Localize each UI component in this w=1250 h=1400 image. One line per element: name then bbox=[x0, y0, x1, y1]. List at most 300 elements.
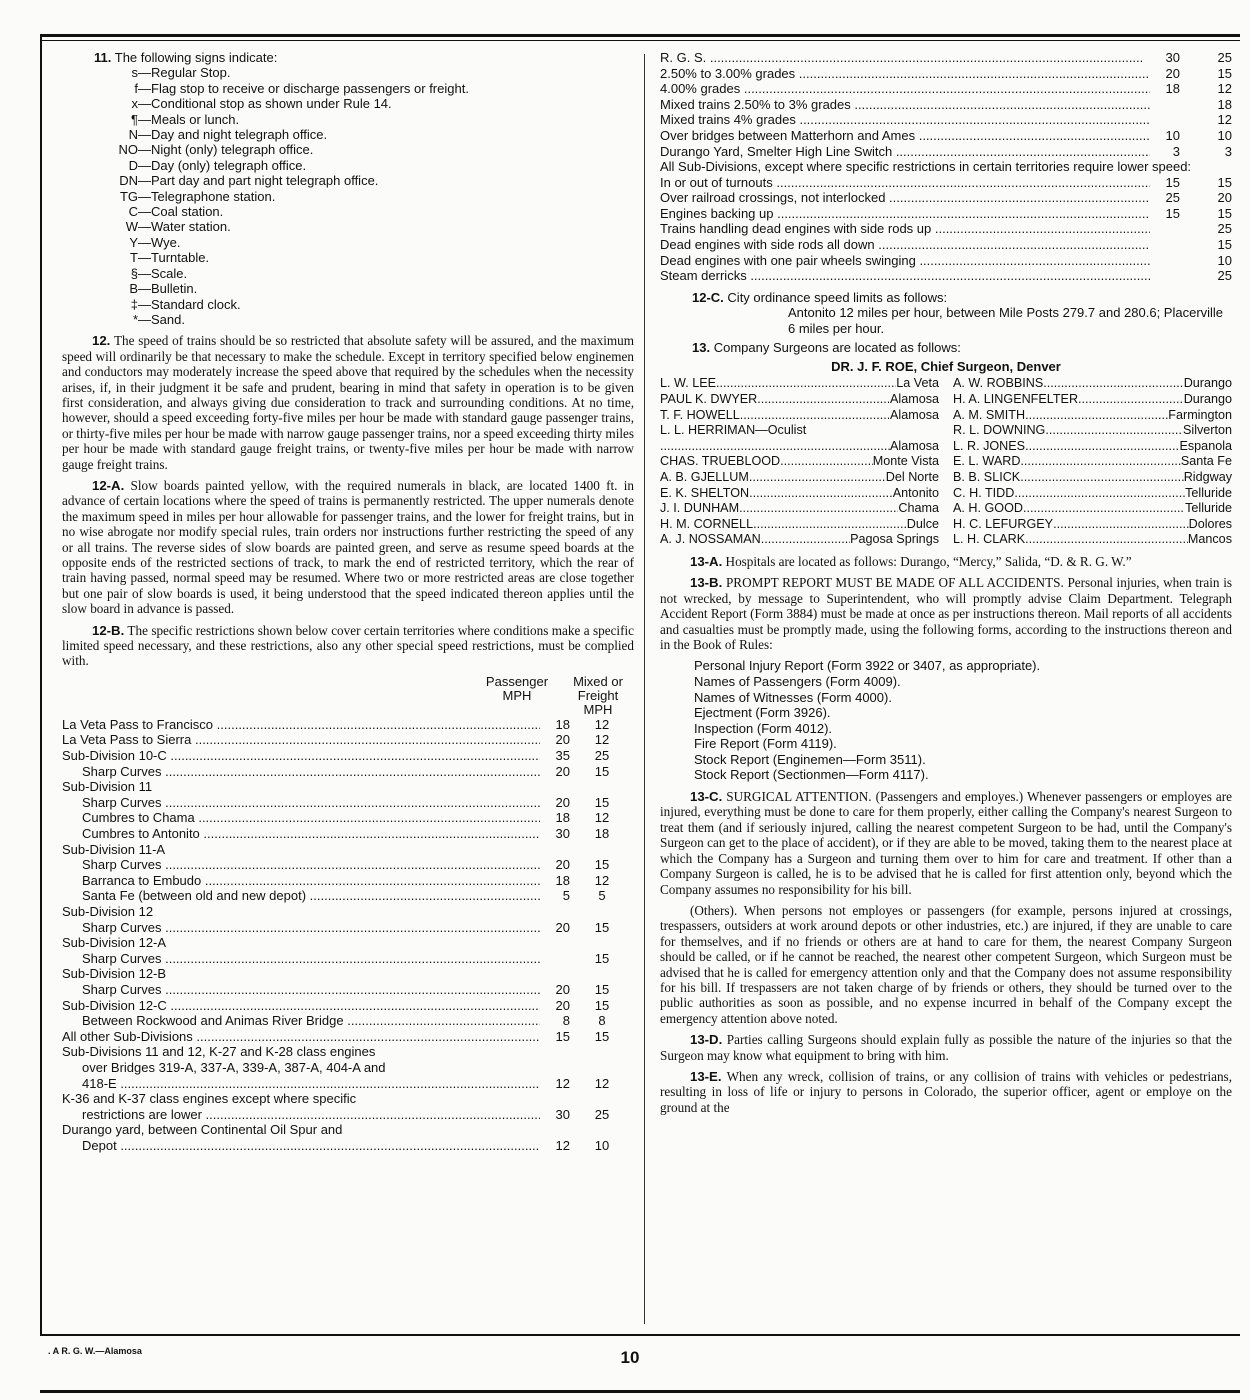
report-form-item: Stock Report (Enginemen—Form 3511). bbox=[694, 751, 926, 767]
surgeon-name: L. H. CLARK bbox=[953, 532, 1026, 547]
freight-mph: 5 bbox=[598, 888, 606, 904]
freight-mph: 15 bbox=[1217, 236, 1232, 252]
rule-13c bbox=[660, 789, 1232, 897]
freight-mph: 15 bbox=[1217, 65, 1232, 81]
leader-dots bbox=[740, 408, 890, 424]
surgeon-entry bbox=[660, 532, 939, 548]
sign-item bbox=[62, 189, 634, 204]
speed-row bbox=[660, 175, 1232, 191]
rule-text: The speed of trains should be so restricted that absolute safety will be assured, and the maximum speed will ordinarily be that necessary to make the schedule. Except in territory specified below enginemen and conductors may moderately increase the speed above that required by the schedules when the necessity arises, if, in their judgment it be safe and prudent, bearing in mind that safety in operation is to be given first consideration, and always giving due consideration to track and surrounding conditions. At no time, however, should a speed exceeding forty-five miles per hour be made with standard gauge passenger trains, or thirty-five miles per hour be made with narrow gauge passenger trains, nor a speed exceeding thirty miles per hour be made with standard gauge freight trains, or twenty-five miles per hour be made with narrow gauge freight trains. bbox=[62, 333, 635, 472]
surgeon-entry bbox=[660, 376, 939, 392]
leader-dots bbox=[749, 486, 893, 502]
sign-item bbox=[62, 65, 634, 80]
speed-row bbox=[62, 966, 634, 982]
surgeon-location: La Veta bbox=[896, 376, 939, 391]
sign-code: ¶ bbox=[131, 111, 138, 127]
rule-text: (Others). When persons not employes or passengers (for example, persons injured at crossings, trespassers, outsiders at work around depots or other industries, etc.) are injured, if they are unable to care for themselves, and if no friends or others are at hand to care for them, the nearest Company Surgeon should be called, or if he cannot be reached, the nearest other competent Surgeon, which Surgeon must be advised that he is called for emergency attention only and that the Company does not assume responsibility for his bill. If trespassers are not taken charge of by friends or others, they should be turned over to the public authorities as soon as possible, and no expense incurred in behalf of the Company except the emergency attention above noted. bbox=[660, 902, 1232, 1026]
speed-location-text: Depot bbox=[82, 1137, 117, 1153]
speed-location-text: 4.00% grades bbox=[660, 81, 741, 97]
sign-description: —Standard clock. bbox=[138, 296, 241, 312]
freight-mph: 12 bbox=[594, 716, 610, 732]
surgeon-name: T. F. HOWELL bbox=[660, 407, 740, 422]
surgeon-location: Farmington bbox=[1168, 407, 1232, 422]
passenger-mph: 15 bbox=[555, 1028, 570, 1044]
speed-row bbox=[62, 732, 634, 748]
rule-13b bbox=[660, 575, 1232, 652]
freight-mph: 25 bbox=[1217, 50, 1232, 65]
surgeon-location: Alamosa bbox=[890, 391, 939, 406]
freight-mph: 15 bbox=[594, 794, 610, 810]
speed-location bbox=[62, 717, 540, 733]
speed-location bbox=[62, 1107, 540, 1123]
rule-text: City ordinance speed limits as follows: bbox=[727, 289, 948, 305]
rule-text: Parties calling Surgeons should explain fully as possible the nature of the injuries so that the Surgeon may know what equipment to bring with him. bbox=[660, 1032, 1232, 1063]
surgeon-location: Dolores bbox=[1188, 516, 1232, 531]
surgeon-location: Durango bbox=[1183, 376, 1232, 391]
surgeon-name: H. M. CORNELL bbox=[660, 516, 754, 531]
surgeon-name: A. H. GOOD bbox=[953, 501, 1023, 516]
passenger-mph: 30 bbox=[1165, 50, 1180, 65]
surgeon-entry bbox=[953, 392, 1232, 408]
surgeon-location: Antonito bbox=[892, 485, 939, 500]
sign-item bbox=[62, 219, 634, 234]
speed-location-text: over Bridges 319-A, 337-A, 339-A, 387-A, 404-A and bbox=[82, 1059, 386, 1075]
freight-mph: 10 bbox=[594, 1137, 610, 1153]
rule-13 bbox=[660, 340, 1232, 355]
surgeon-entry bbox=[953, 423, 1232, 439]
sign-description: —Scale. bbox=[138, 265, 188, 281]
speed-table bbox=[62, 717, 634, 1154]
surgeon-location: Telluride bbox=[1185, 501, 1232, 516]
surgeon-name: L. R. JONES bbox=[953, 438, 1026, 453]
speed-location bbox=[62, 1076, 540, 1092]
speed-location bbox=[62, 1044, 540, 1060]
surgeon-name: CHAS. TRUEBLOOD bbox=[660, 454, 781, 469]
surgeon-name: A. J. NOSSAMAN bbox=[660, 532, 761, 547]
freight-mph: 15 bbox=[594, 919, 610, 935]
freight-mph: 12 bbox=[1217, 81, 1232, 97]
speed-location-text: Sub-Division 11-A bbox=[62, 841, 166, 857]
right-column bbox=[660, 50, 1232, 1121]
speed-location bbox=[62, 951, 540, 967]
surgeon-location: Monte Vista bbox=[872, 454, 939, 469]
speed-location bbox=[660, 128, 1150, 144]
surgeon-location: Del Norte bbox=[885, 469, 939, 484]
speed-location-text: Mixed trains 4% grades bbox=[660, 112, 796, 128]
speed-location-text: 418-E bbox=[82, 1075, 117, 1091]
rule-number: 11. bbox=[94, 50, 112, 65]
surgeon-name: L. W. LEE bbox=[660, 376, 716, 391]
speed-row bbox=[62, 810, 634, 826]
top-rule bbox=[40, 34, 1240, 37]
speed-location bbox=[660, 112, 1150, 128]
sign-description: —Telegraphone station. bbox=[138, 188, 276, 204]
passenger-mph: 20 bbox=[555, 763, 570, 779]
freight-mph: 12 bbox=[594, 810, 610, 826]
passenger-mph: 18 bbox=[555, 810, 570, 826]
surgeon-entry bbox=[660, 486, 939, 502]
speed-location bbox=[62, 998, 540, 1014]
passenger-mph: 12 bbox=[555, 1137, 570, 1153]
sign-code: * bbox=[132, 311, 138, 327]
surgeons-list bbox=[660, 376, 1232, 548]
leader-dots bbox=[761, 532, 850, 548]
rule-text: Hospitals are located as follows: Durango, “Mercy,” Salida, “D. & R. G. W.” bbox=[725, 553, 1132, 569]
speed-location bbox=[62, 920, 540, 936]
surgeon-location: Dulce bbox=[906, 516, 939, 531]
sign-item bbox=[62, 127, 634, 142]
sign-code: x bbox=[131, 96, 138, 112]
rule-number: 12-A. bbox=[92, 477, 125, 493]
surgeon-name: C. H. TIDD bbox=[953, 485, 1015, 500]
speed-table-continued bbox=[660, 50, 1232, 159]
sign-item bbox=[62, 235, 634, 250]
speed-location bbox=[62, 842, 540, 858]
speed-location-text: Over railroad crossings, not interlocked bbox=[660, 190, 886, 206]
leader-dots bbox=[1043, 376, 1183, 392]
sign-description: —Bulletin. bbox=[138, 281, 198, 297]
speed-location-text: 2.50% to 3.00% grades bbox=[660, 65, 796, 81]
speed-row bbox=[62, 779, 634, 795]
speed-row bbox=[660, 268, 1232, 284]
rule-number: 13-A. bbox=[690, 553, 723, 569]
sign-code: N bbox=[128, 127, 138, 143]
surgeon-name: H. A. LINGENFELTER bbox=[953, 391, 1079, 406]
freight-mph: 18 bbox=[594, 826, 610, 841]
speed-row bbox=[62, 1044, 634, 1060]
sign-item bbox=[62, 281, 634, 296]
speed-location-text: Sub-Division 12 bbox=[62, 903, 154, 919]
speed-location-text: Sub-Division 10-C bbox=[62, 748, 167, 764]
surgeon-name: J. I. DUNHAM bbox=[660, 501, 740, 516]
speed-row bbox=[62, 842, 634, 858]
speed-location bbox=[660, 81, 1150, 97]
rule-13c-others bbox=[660, 903, 1232, 1026]
speed-location bbox=[62, 904, 540, 920]
surgeon-entry bbox=[660, 517, 939, 533]
report-form-item: Names of Passengers (Form 4009). bbox=[694, 673, 901, 689]
speed-row bbox=[660, 144, 1232, 160]
speed-location-text: Sharp Curves bbox=[82, 794, 162, 810]
speed-row bbox=[62, 888, 634, 904]
passenger-mph: 30 bbox=[555, 826, 570, 841]
surgeon-entry bbox=[660, 454, 939, 470]
speed-location bbox=[62, 1013, 540, 1029]
sign-code: C bbox=[128, 204, 138, 220]
leader-dots bbox=[660, 439, 890, 455]
leader-dots bbox=[716, 376, 896, 392]
rule-13e bbox=[660, 1069, 1232, 1115]
sign-code: § bbox=[130, 265, 138, 281]
speed-location-text: La Veta Pass to Francisco bbox=[62, 716, 214, 732]
speed-location-text: Between Rockwood and Animas River Bridge bbox=[82, 1013, 344, 1029]
freight-mph: 15 bbox=[1217, 174, 1232, 190]
speed-row bbox=[62, 748, 634, 764]
rule-text: Slow boards painted yellow, with the required numerals in black, are located 1400 ft. in advance of certain locations where the speed of trains is permanently restricted. The upper numerals denote the maximum speed in miles per hour allowable for passenger trains, and the lower for freight trains, but in no wise abrogate nor modify special rules, train orders nor instructions further restricting the speed of any or all trains. The reverse sides of slow boards are painted green, and serve as resume speed boards at the opposite ends of the restricted sections of track, to mark the end of restricted territory, which the rear of train having passed, normal speed may be resumed. Where two or more restricted areas are close together but one pair of slow boards is used, it being understood that the speed indicated thereon applies until the slow board in advance is passed. bbox=[62, 477, 634, 617]
speed-location bbox=[660, 97, 1150, 113]
freight-header: Mixed or Freight MPH bbox=[573, 673, 623, 717]
speed-row bbox=[62, 920, 634, 936]
speed-row bbox=[62, 1076, 634, 1092]
speed-location-text: Dead engines with one pair wheels swinging bbox=[660, 252, 916, 268]
sign-item bbox=[62, 266, 634, 281]
rule-12b bbox=[62, 623, 634, 669]
passenger-mph: 8 bbox=[562, 1013, 570, 1029]
speed-row bbox=[660, 66, 1232, 82]
speed-location-text: Sharp Curves bbox=[82, 763, 162, 779]
freight-mph: 15 bbox=[594, 950, 610, 966]
rule-number: 13-E. bbox=[690, 1068, 722, 1084]
sign-description: —Day and night telegraph office. bbox=[138, 127, 328, 143]
surgeon-location: Mancos bbox=[1187, 532, 1232, 547]
speed-location bbox=[62, 764, 540, 780]
sign-item bbox=[62, 112, 634, 127]
speed-location-text: Sub-Division 12-B bbox=[62, 966, 167, 982]
surgeon-entry bbox=[953, 501, 1232, 517]
passenger-mph: 5 bbox=[562, 888, 570, 904]
speed-location bbox=[62, 1122, 540, 1138]
speed-location bbox=[62, 966, 540, 982]
page-body bbox=[48, 50, 1238, 1330]
sign-description: —Part day and part night telegraph office. bbox=[138, 173, 379, 189]
leader-dots bbox=[1023, 501, 1185, 517]
sign-code: B bbox=[129, 281, 138, 297]
leader-dots bbox=[1078, 392, 1184, 408]
sign-description: —Turntable. bbox=[138, 250, 210, 266]
rule-text: The specific restrictions shown below cover certain territories where conditions make a specific limited speed necessary, and these restrictions, also any other special speed restrictions, must be complied with. bbox=[62, 622, 634, 669]
speed-row bbox=[660, 206, 1232, 222]
rule-13a bbox=[660, 554, 1232, 569]
speed-location bbox=[660, 253, 1150, 269]
speed-row bbox=[62, 764, 634, 780]
speed-location-text: restrictions are lower bbox=[82, 1106, 202, 1122]
passenger-mph: 20 bbox=[555, 732, 570, 748]
freight-mph: 3 bbox=[1224, 143, 1232, 159]
leader-dots bbox=[1053, 517, 1189, 533]
rule-text: Company Surgeons are located as follows: bbox=[713, 339, 961, 355]
freight-mph: 10 bbox=[1217, 127, 1232, 143]
surgeon-location: Santa Fe bbox=[1180, 454, 1232, 469]
leader-dots bbox=[780, 454, 873, 470]
speed-location-text: Sub-Division 12-A bbox=[62, 935, 167, 951]
speed-location bbox=[62, 1091, 540, 1107]
speed-location bbox=[62, 1060, 540, 1076]
sign-description: —Day (only) telegraph office. bbox=[138, 157, 307, 173]
top-rule-thin bbox=[40, 40, 1240, 41]
sign-item bbox=[62, 204, 634, 219]
rule-12c bbox=[660, 290, 1232, 336]
speed-location bbox=[62, 935, 540, 951]
rule-intro: The following signs indicate: bbox=[114, 50, 278, 65]
sign-code: NO bbox=[118, 142, 138, 158]
sign-code: DN bbox=[119, 173, 138, 189]
sign-item bbox=[62, 96, 634, 111]
speed-location bbox=[62, 1138, 540, 1154]
speed-location bbox=[660, 206, 1150, 222]
freight-mph: 15 bbox=[594, 857, 610, 873]
sign-description: —Coal station. bbox=[138, 204, 224, 220]
leader-dots bbox=[1025, 532, 1188, 548]
page-number: 10 bbox=[620, 1348, 640, 1367]
speed-location-text: All other Sub-Divisions bbox=[62, 1028, 193, 1044]
speed-location-text: In or out of turnouts bbox=[660, 174, 773, 190]
speed-row bbox=[660, 221, 1232, 237]
surgeon-entry bbox=[953, 376, 1232, 392]
surgeon-name: H. C. LEFURGEY bbox=[953, 516, 1054, 531]
leader-dots bbox=[1045, 423, 1183, 439]
speed-location bbox=[62, 873, 540, 889]
speed-location-text: Over bridges between Matterhorn and Ames bbox=[660, 127, 916, 143]
speed-row bbox=[62, 873, 634, 889]
page-bottom-rule bbox=[40, 1390, 1240, 1393]
surgeon-location: Ridgway bbox=[1183, 469, 1232, 484]
speed-row bbox=[62, 717, 634, 733]
sign-code: f bbox=[134, 80, 138, 96]
leader-dots bbox=[1014, 486, 1185, 502]
surgeon-entry bbox=[660, 439, 939, 455]
freight-mph: 20 bbox=[1217, 190, 1232, 206]
speed-location bbox=[62, 795, 540, 811]
speed-row bbox=[660, 50, 1232, 66]
speed-location bbox=[62, 732, 540, 748]
passenger-mph: 30 bbox=[555, 1106, 570, 1122]
sign-item bbox=[62, 81, 634, 96]
passenger-mph: 3 bbox=[1172, 143, 1180, 159]
freight-mph: 25 bbox=[1217, 221, 1232, 237]
leader-dots bbox=[1020, 470, 1184, 486]
speed-location-text: Cumbres to Chama bbox=[82, 810, 195, 826]
surgeon-entry bbox=[660, 408, 939, 424]
surgeon-entry bbox=[660, 392, 939, 408]
left-column bbox=[62, 50, 634, 1153]
sign-description: —Water station. bbox=[138, 219, 231, 235]
rule-12a bbox=[62, 478, 634, 617]
footer-mark: . A R. G. W.—Alamosa bbox=[48, 1346, 142, 1356]
surgeon-entry bbox=[660, 470, 939, 486]
speed-row bbox=[62, 795, 634, 811]
freight-mph: 8 bbox=[598, 1013, 606, 1029]
speed-row bbox=[62, 1138, 634, 1154]
speed-location bbox=[62, 748, 540, 764]
surgeon-entry bbox=[660, 501, 939, 517]
speed-location bbox=[62, 779, 540, 795]
speed-location bbox=[62, 982, 540, 998]
speed-location bbox=[62, 888, 540, 904]
rule-text: When any wreck, collision of trains, or any collision of trains with vehicles or pedestrians, resulting in loss of life or injury to persons in Colorado, the superior officer, agent or employe on the ground at the bbox=[660, 1068, 1232, 1115]
speed-row bbox=[62, 982, 634, 998]
speed-location bbox=[660, 237, 1150, 253]
surgeon-name: E. L. WARD bbox=[953, 454, 1021, 469]
passenger-mph: 18 bbox=[555, 872, 570, 888]
sign-code: D bbox=[128, 157, 138, 173]
freight-mph: 12 bbox=[594, 872, 610, 888]
passenger-mph: 25 bbox=[1165, 190, 1180, 206]
speed-row bbox=[660, 112, 1232, 128]
speed-location-text: Durango yard, between Continental Oil Spur and bbox=[62, 1122, 343, 1138]
freight-mph: 15 bbox=[594, 1028, 610, 1044]
speed-location-text: Sub-Divisions 11 and 12, K-27 and K-28 class engines bbox=[62, 1044, 376, 1060]
passenger-header: Passenger MPH bbox=[485, 673, 549, 703]
speed-location-text: Engines backing up bbox=[660, 205, 774, 221]
freight-mph: 15 bbox=[594, 763, 610, 779]
surgeon-name: PAUL K. DWYER bbox=[660, 391, 758, 406]
speed-location-text: Sharp Curves bbox=[82, 919, 162, 935]
speed-location-text: Sub-Division 12-C bbox=[62, 997, 167, 1013]
sign-description: —Meals or lunch. bbox=[138, 111, 240, 127]
speed-location bbox=[660, 190, 1150, 206]
surgeon-location: Espanola bbox=[1179, 438, 1232, 453]
column-divider bbox=[644, 54, 645, 1324]
passenger-mph: 20 bbox=[555, 794, 570, 810]
left-rule bbox=[40, 34, 42, 1334]
sign-item bbox=[62, 312, 634, 327]
speed-location-text: Sharp Curves bbox=[82, 857, 162, 873]
speed-location bbox=[660, 175, 1150, 191]
report-form-item: Names of Witnesses (Form 4000). bbox=[694, 689, 892, 705]
speed-row bbox=[62, 904, 634, 920]
speed-location-text: Dead engines with side rods all down bbox=[660, 236, 875, 252]
passenger-mph: 10 bbox=[1165, 127, 1180, 143]
speed-location-text: Sub-Division 11 bbox=[62, 779, 153, 795]
bottom-rule bbox=[40, 1334, 1240, 1336]
speed-location-text: La Veta Pass to Sierra bbox=[62, 732, 192, 748]
speed-location-text: Steam derricks bbox=[660, 268, 747, 284]
speed-location-text: Durango Yard, Smelter High Line Switch bbox=[660, 143, 893, 159]
speed-location-text: Sharp Curves bbox=[82, 981, 162, 997]
rule-12 bbox=[62, 333, 634, 472]
passenger-mph: 35 bbox=[555, 748, 570, 764]
sign-item bbox=[62, 297, 634, 312]
speed-location bbox=[660, 221, 1150, 237]
surgeon-name: A. B. GJELLUM bbox=[660, 469, 749, 484]
sign-item bbox=[62, 158, 634, 173]
speed-row bbox=[660, 128, 1232, 144]
speed-row bbox=[62, 935, 634, 951]
passenger-mph: 12 bbox=[555, 1075, 570, 1091]
speed-location-text: R. G. S. bbox=[660, 50, 707, 65]
passenger-mph: 20 bbox=[555, 981, 570, 997]
freight-mph: 18 bbox=[1217, 96, 1232, 112]
speed-location-text: Sharp Curves bbox=[82, 950, 162, 966]
surgeon-name: A. M. SMITH bbox=[953, 407, 1026, 422]
speed-location bbox=[62, 857, 540, 873]
sign-description: —Regular Stop. bbox=[138, 65, 231, 81]
speed-row bbox=[62, 1107, 634, 1123]
speed-location bbox=[62, 826, 540, 842]
freight-mph: 25 bbox=[594, 748, 610, 764]
freight-mph: 15 bbox=[594, 981, 610, 997]
sign-item bbox=[62, 142, 634, 157]
rule-number: 12-B. bbox=[92, 622, 125, 638]
rule-number: 12. bbox=[92, 333, 111, 349]
freight-mph: 25 bbox=[594, 1106, 610, 1122]
surgeon-location: Silverton bbox=[1183, 423, 1232, 438]
speed-location-text: Barranca to Embudo bbox=[82, 872, 202, 888]
surgeon-location: Telluride bbox=[1185, 485, 1232, 500]
freight-mph: 12 bbox=[1217, 112, 1232, 128]
surgeon-name: L. L. HERRIMAN—Oculist bbox=[660, 423, 807, 438]
speed-row bbox=[62, 951, 634, 967]
speed-location bbox=[62, 810, 540, 826]
report-form-item: Fire Report (Form 4119). bbox=[694, 736, 837, 752]
speed-location bbox=[62, 1029, 540, 1045]
sign-description: —Conditional stop as shown under Rule 14. bbox=[138, 96, 392, 112]
surgeon-name: A. W. ROBBINS bbox=[953, 376, 1044, 391]
leader-dots bbox=[1025, 439, 1179, 455]
speed-table-general bbox=[660, 175, 1232, 284]
surgeon-name: B. B. SLICK bbox=[953, 469, 1021, 484]
report-form-item: Personal Injury Report (Form 3922 or 3407, as appropriate). bbox=[694, 658, 1041, 674]
